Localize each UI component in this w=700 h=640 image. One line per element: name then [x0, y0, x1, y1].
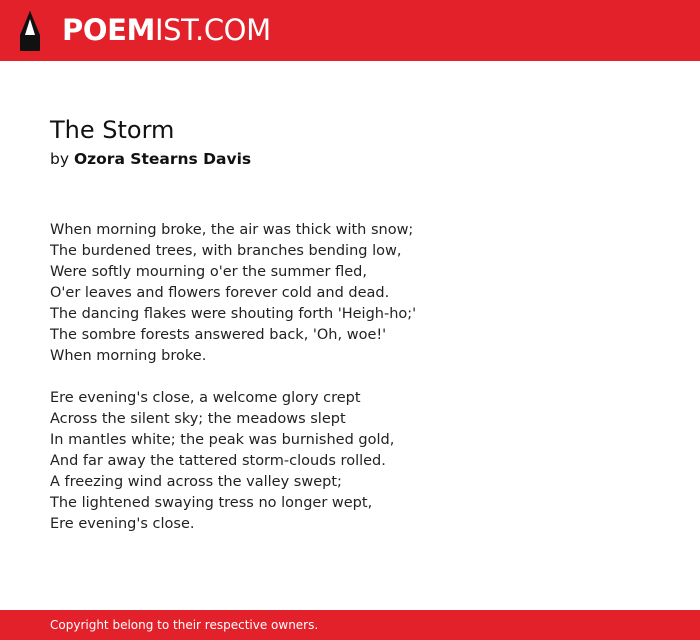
poem-title: The Storm	[50, 116, 175, 144]
poem-line: When morning broke.	[50, 348, 207, 364]
byline-prefix: by	[50, 150, 70, 168]
logo-text	[62, 14, 271, 46]
poem-line: And far away the tattered storm-clouds rolled.	[50, 453, 386, 469]
site-header	[0, 0, 700, 61]
poem-line: Ere evening's close, a welcome glory crept	[50, 390, 361, 406]
poem-line: Ere evening's close.	[50, 516, 195, 532]
poem-line: O'er leaves and flowers forever cold and dead.	[50, 285, 390, 301]
poem-line: The burdened trees, with branches bending low,	[50, 243, 402, 259]
poem-line: Across the silent sky; the meadows slept	[50, 411, 346, 427]
poem-line: The dancing flakes were shouting forth 'Heigh-ho;'	[50, 306, 417, 322]
poem-line: Were softly mourning o'er the summer fled,	[50, 264, 367, 280]
stanza-2	[50, 388, 650, 535]
pencil-tip-icon	[18, 10, 42, 52]
poem-line: The lightened swaying tress no longer wept,	[50, 495, 373, 511]
poem-line: A freezing wind across the valley swept;	[50, 474, 342, 490]
poem-line: When morning broke, the air was thick with snow;	[50, 222, 414, 238]
site-footer	[0, 610, 700, 640]
stanza-1	[50, 220, 650, 367]
poem-body	[50, 220, 650, 535]
logo-bold-text: POEM	[62, 13, 155, 47]
poem-line: The sombre forests answered back, 'Oh, woe!'	[50, 327, 387, 343]
footer-copyright: Copyright belong to their respective owners.	[50, 618, 319, 632]
logo-light-text: IST.COM	[154, 13, 271, 47]
poem-byline	[50, 147, 650, 171]
poem-content	[50, 113, 650, 556]
poem-line: In mantles white; the peak was burnished gold,	[50, 432, 395, 448]
poem-author: Ozora Stearns Davis	[73, 150, 252, 168]
